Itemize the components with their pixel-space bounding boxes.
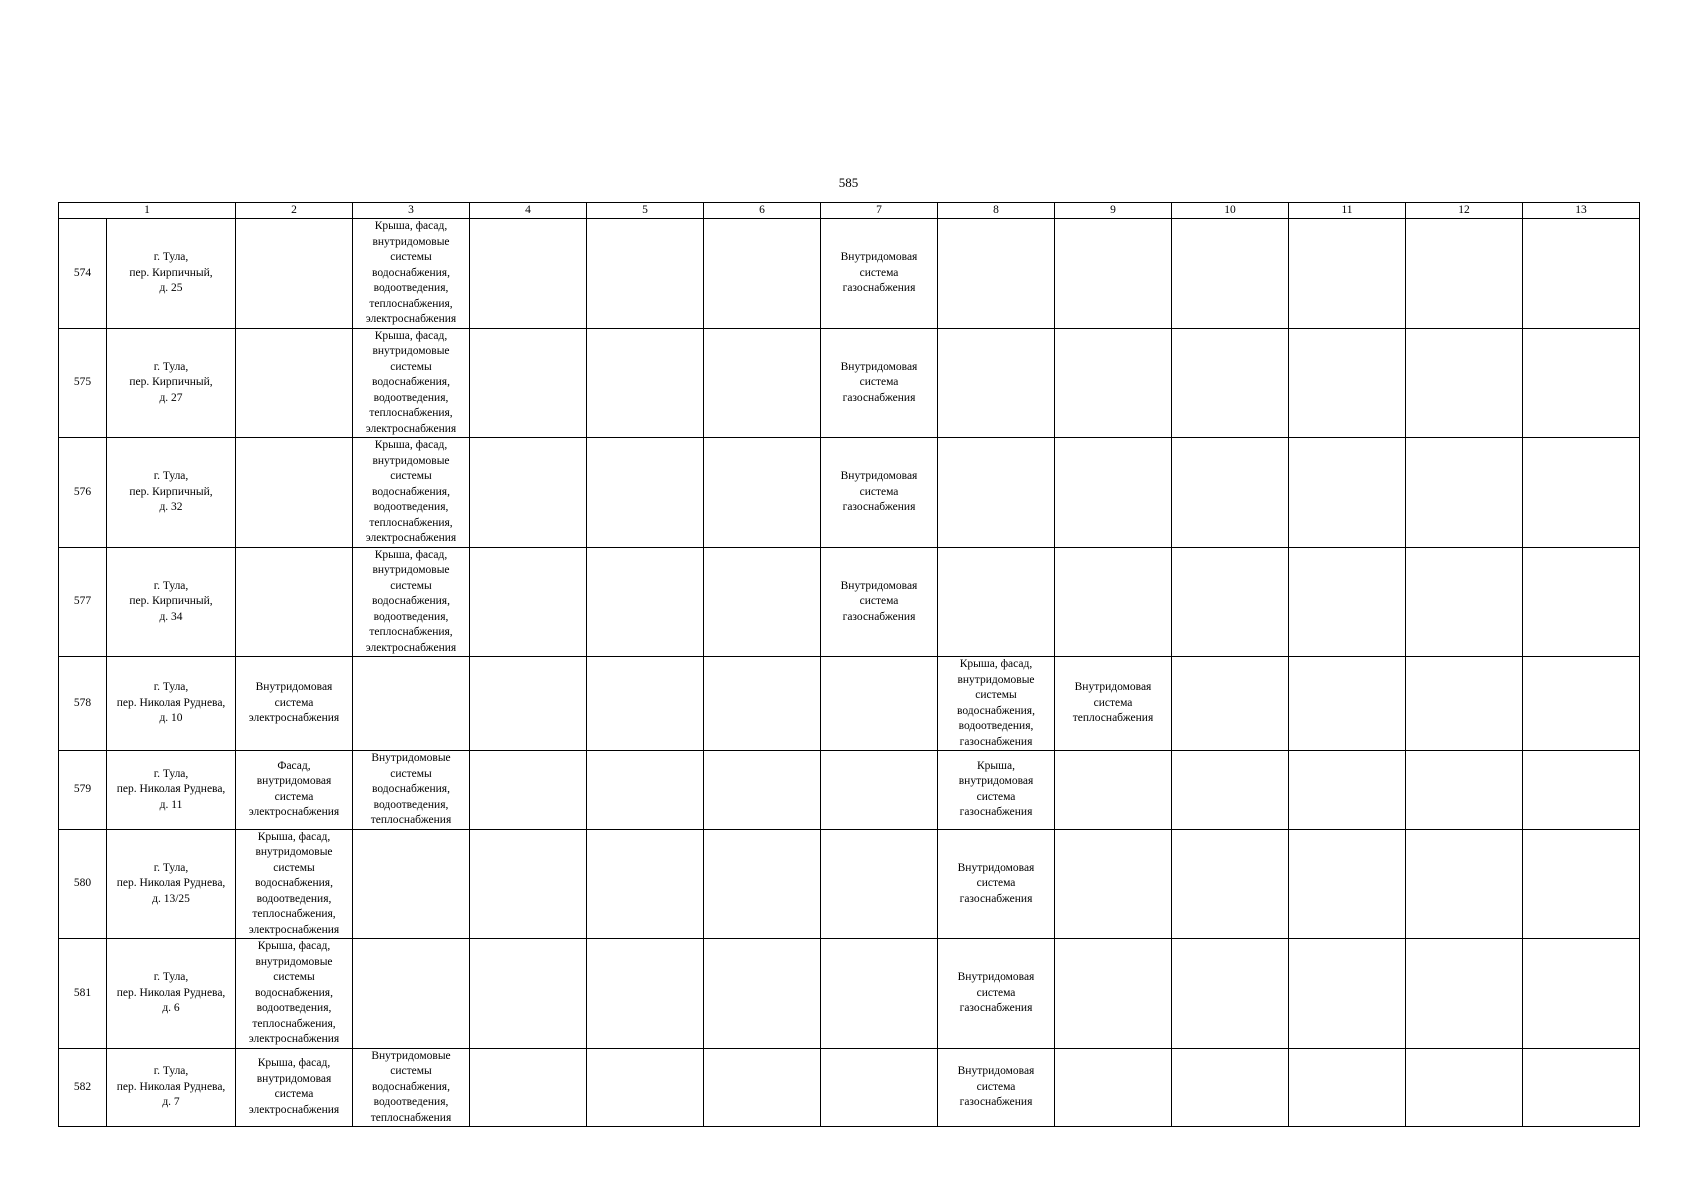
column-header: 12 [1406,203,1523,219]
table-cell [1406,751,1523,830]
table-cell [704,657,821,751]
cell-text: Внутридомовая система теплоснабжения [1072,681,1154,725]
address-cell [107,219,236,329]
page-number: 585 [838,175,859,190]
table-cell [1172,939,1289,1049]
row-number: 580 [59,829,107,939]
cell-text: Внутридомовая система газоснабжения [957,971,1035,1014]
table-cell [704,219,821,329]
address-cell [107,1048,236,1127]
table-cell [1055,438,1172,548]
table-cell [1406,328,1523,438]
table-cell [1172,657,1289,751]
address-text: г. Тула, пер. Николая Руднева, д. 13/25 [116,861,226,905]
table-cell [1406,1048,1523,1127]
table-cell [821,751,938,830]
table-cell [1523,438,1640,548]
table-cell [704,438,821,548]
table-cell [1172,1048,1289,1127]
table-cell [353,751,470,830]
table-cell [236,438,353,548]
cell-text: Крыша, фасад, внутридомовые системы водоснабжения, водоотведения, теплоснабжения, электроснабжения [248,830,340,936]
table-cell [1289,547,1406,657]
row-number: 575 [59,328,107,438]
table-cell [1172,829,1289,939]
column-header: 4 [470,203,587,219]
address-cell [107,438,236,548]
column-header: 9 [1055,203,1172,219]
table-cell [1289,657,1406,751]
table-cell [353,657,470,751]
address-cell [107,829,236,939]
table-cell [587,328,704,438]
address-cell [107,657,236,751]
cell-text: Крыша, фасад, внутридомовые системы водоснабжения, водоотведения, теплоснабжения, электроснабжения [365,548,457,654]
cell-text: Фасад, внутридомовая система электроснабжения [248,759,340,819]
table-cell [236,328,353,438]
cell-text: Крыша, фасад, внутридомовые системы водоснабжения, водоотведения, теплоснабжения, электроснабжения [365,220,457,325]
table-cell [587,829,704,939]
table-row [59,829,1640,939]
table-row [59,547,1640,657]
table-cell [938,939,1055,1049]
table-cell [587,751,704,830]
table-cell [821,657,938,751]
table-cell [938,219,1055,329]
table-cell [353,328,470,438]
table-cell [704,328,821,438]
table-cell [236,829,353,939]
table-cell [470,328,587,438]
table-cell [1289,219,1406,329]
cell-text: Внутридомовые системы водоснабжения, водоотведения, теплоснабжения [370,1049,452,1124]
address-text: г. Тула, пер. Кирпичный, д. 25 [129,251,213,294]
address-cell [107,547,236,657]
table-cell [1523,751,1640,830]
table-cell [938,438,1055,548]
table-cell [353,939,470,1049]
table-row [59,939,1640,1049]
table-cell [704,829,821,939]
table-cell [821,1048,938,1127]
table-cell [1523,657,1640,751]
table-cell [1289,438,1406,548]
table-cell [938,328,1055,438]
cell-text: Крыша, фасад, внутридомовые системы водоснабжения, водоотведения, теплоснабжения, электроснабжения [248,940,340,1045]
table-cell [236,751,353,830]
cell-text: Крыша, фасад, внутридомовые системы водоснабжения, водоотведения, теплоснабжения, электроснабжения [365,329,457,435]
column-header: 2 [236,203,353,219]
table-cell [1523,328,1640,438]
cell-text: Внутридомовая система газоснабжения [840,470,918,513]
cell-text: Внутридомовые системы водоснабжения, водоотведения, теплоснабжения [370,752,452,826]
table-cell [704,1048,821,1127]
table-cell [704,939,821,1049]
table-cell [938,547,1055,657]
table-cell [1055,829,1172,939]
table-cell [470,219,587,329]
table-cell [470,547,587,657]
cell-text: Крыша, внутридомовая система газоснабжения [958,759,1034,819]
table-cell [1172,751,1289,830]
column-header: 6 [704,203,821,219]
address-text: г. Тула, пер. Кирпичный, д. 34 [129,579,213,623]
table-row [59,219,1640,329]
table-cell [587,438,704,548]
address-text: г. Тула, пер. Кирпичный, д. 27 [129,360,213,404]
address-cell [107,751,236,830]
table-cell [353,438,470,548]
address-text: г. Тула, пер. Кирпичный, д. 32 [129,470,213,513]
cell-text: Внутридомовая система газоснабжения [957,861,1035,905]
table-cell [1289,328,1406,438]
register-table [58,202,1640,1127]
table-cell [587,939,704,1049]
table-cell [821,547,938,657]
table-cell [1523,829,1640,939]
table-cell [821,328,938,438]
column-header: 11 [1289,203,1406,219]
address-cell [107,939,236,1049]
table-cell [938,657,1055,751]
table-row [59,751,1640,830]
table-cell [1055,328,1172,438]
table-cell [1055,547,1172,657]
column-header: 13 [1523,203,1640,219]
header-row [59,203,1640,219]
row-number: 579 [59,751,107,830]
table-row [59,438,1640,548]
table-cell [1406,438,1523,548]
table-cell [236,657,353,751]
table-row [59,1048,1640,1127]
table-cell [821,939,938,1049]
column-header: 5 [587,203,704,219]
table-cell [353,547,470,657]
table-cell [1055,657,1172,751]
table-cell [1055,219,1172,329]
cell-text: Внутридомовая система газоснабжения [840,579,918,623]
cell-text: Крыша, фасад, внутридомовая система электроснабжения [248,1057,340,1116]
table-cell [1523,547,1640,657]
table-cell [470,829,587,939]
table-cell [938,1048,1055,1127]
table-cell [704,547,821,657]
table-cell [1289,939,1406,1049]
table-body [59,219,1640,1127]
table-cell [1172,438,1289,548]
cell-text: Внутридомовая система электроснабжения [248,681,340,725]
table-cell [1055,939,1172,1049]
address-cell [107,328,236,438]
table-cell [1406,547,1523,657]
column-header: 10 [1172,203,1289,219]
table-cell [587,547,704,657]
column-header: 3 [353,203,470,219]
table-cell [470,657,587,751]
table-cell [587,657,704,751]
table-cell [938,829,1055,939]
table-cell [1172,547,1289,657]
table-cell [1055,1048,1172,1127]
table-cell [1055,751,1172,830]
row-number: 577 [59,547,107,657]
row-number: 581 [59,939,107,1049]
cell-text: Внутридомовая система газоснабжения [840,251,918,294]
address-text: г. Тула, пер. Николая Руднева, д. 6 [116,971,226,1014]
row-number: 576 [59,438,107,548]
cell-text: Внутридомовая система газоснабжения [840,360,918,404]
table-cell [470,939,587,1049]
table-cell [587,1048,704,1127]
column-header: 8 [938,203,1055,219]
column-header: 1 [59,203,236,219]
table-cell [1523,939,1640,1049]
table-cell [236,219,353,329]
table-cell [470,1048,587,1127]
table-cell [1406,657,1523,751]
table-cell [1172,328,1289,438]
table-cell [1523,1048,1640,1127]
table-cell [821,219,938,329]
table-cell [1289,829,1406,939]
table-cell [470,438,587,548]
table-cell [353,829,470,939]
row-number: 574 [59,219,107,329]
table-cell [938,751,1055,830]
table-cell [821,829,938,939]
table-cell [1289,751,1406,830]
table-cell [236,939,353,1049]
row-number: 578 [59,657,107,751]
table-cell [353,1048,470,1127]
table-cell [1289,1048,1406,1127]
table-cell [1172,219,1289,329]
table-cell [470,751,587,830]
table-cell [1406,829,1523,939]
table-cell [587,219,704,329]
table-cell [821,438,938,548]
cell-text: Крыша, фасад, внутридомовые системы водоснабжения, водоотведения, теплоснабжения, электроснабжения [365,439,457,544]
table-cell [1406,939,1523,1049]
row-number: 582 [59,1048,107,1127]
table-row [59,657,1640,751]
table-cell [236,1048,353,1127]
cell-text: Внутридомовая система газоснабжения [957,1065,1035,1108]
address-text: г. Тула, пер. Николая Руднева, д. 11 [116,767,226,811]
table-cell [704,751,821,830]
cell-text: Крыша, фасад, внутридомовые системы водоснабжения, водоотведения, газоснабжения [957,658,1035,748]
table-cell [353,219,470,329]
table-row [59,328,1640,438]
address-text: г. Тула, пер. Николая Руднева, д. 10 [116,681,226,725]
table-cell [236,547,353,657]
address-text: г. Тула, пер. Николая Руднева, д. 7 [116,1065,226,1108]
table-cell [1406,219,1523,329]
table-cell [1523,219,1640,329]
column-header: 7 [821,203,938,219]
